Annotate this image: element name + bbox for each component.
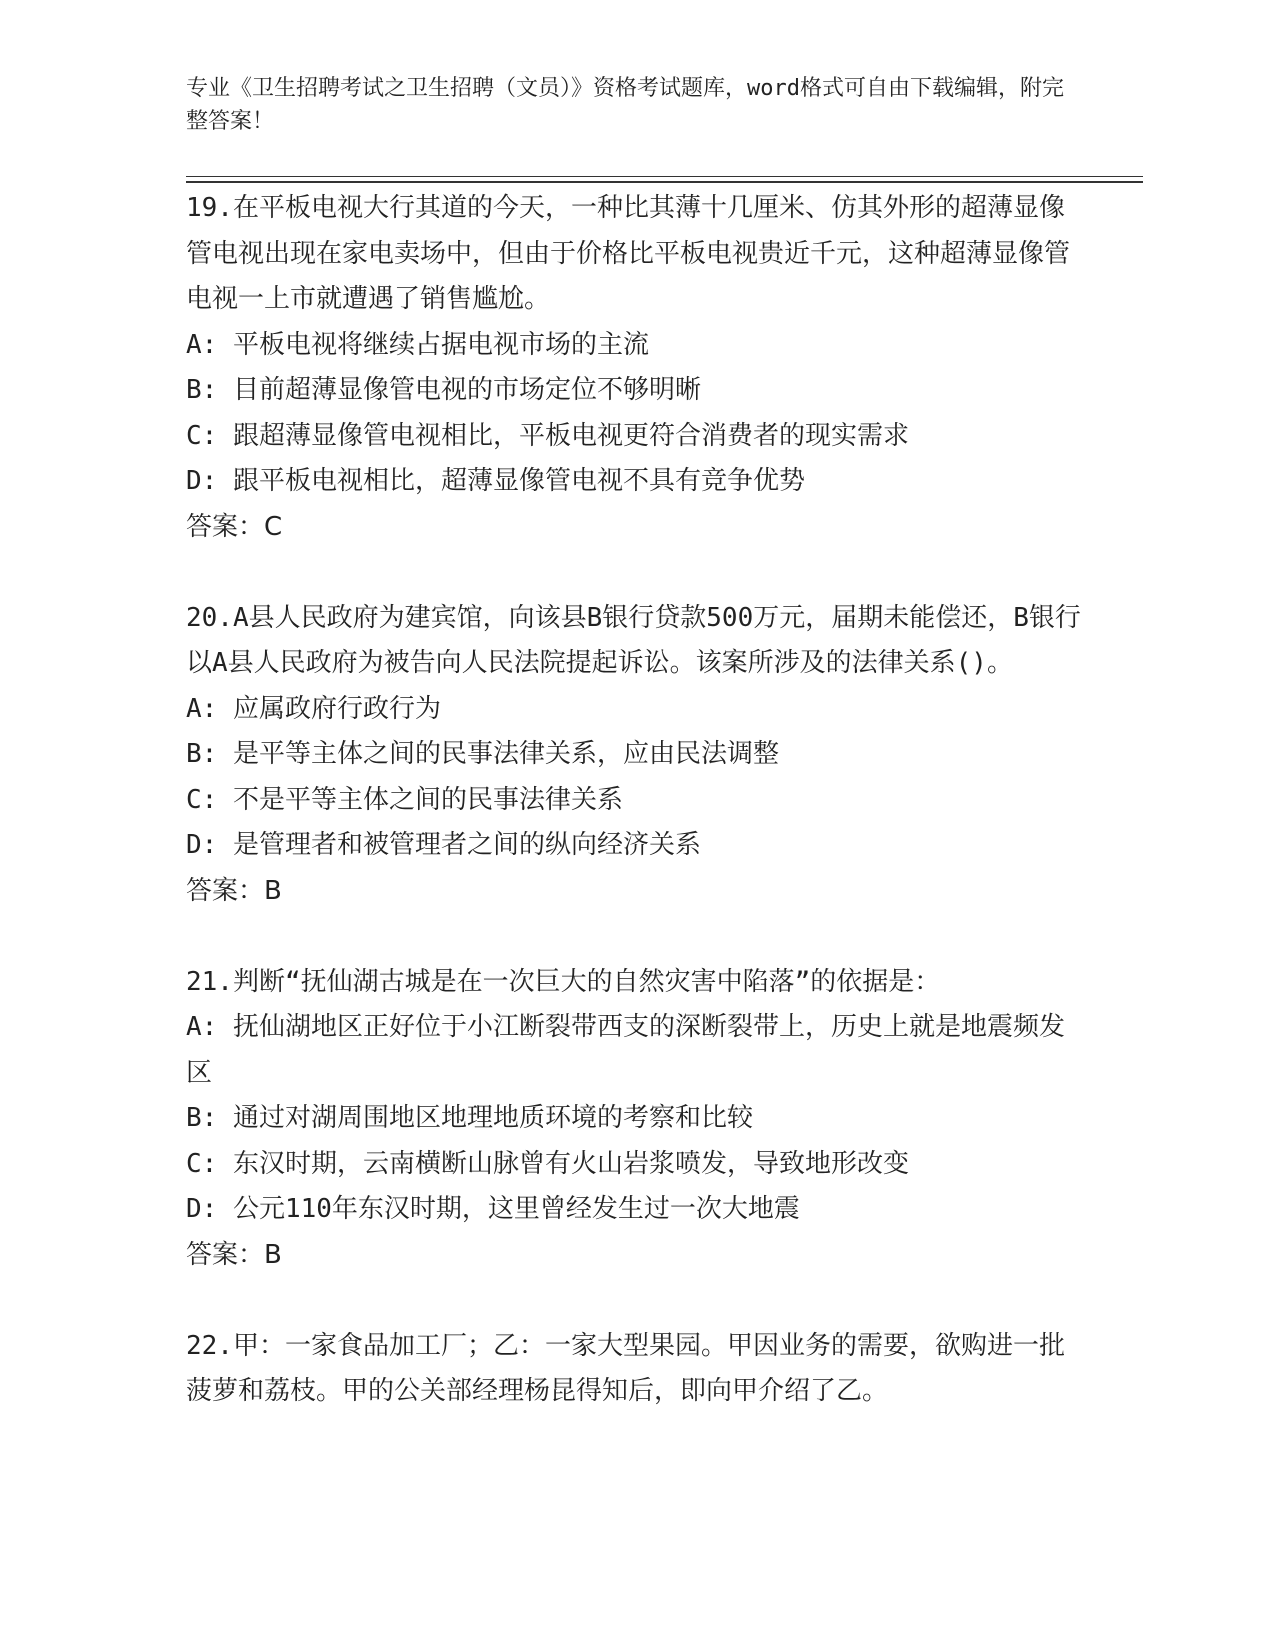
header-divider-thin [186,176,1143,177]
option-c: C: 跟超薄显像管电视相比，平板电视更符合消费者的现实需求 [186,420,909,451]
question-21 [186,960,1086,1279]
page-header: 专业《卫生招聘考试之卫生招聘（文员）》资格考试题库，word格式可自由下载编辑，附完整答案！ [186,76,1064,134]
option-d: D: 是管理者和被管理者之间的纵向经济关系 [186,830,701,860]
question-list [186,186,1086,1415]
question-stem: 22.甲：一家食品加工厂；乙：一家大型果园。甲因业务的需要，欲购进一批菠萝和荔枝。甲的公关部经理杨昆得知后，即向甲介绍了乙。 [186,1330,1065,1406]
option-a: A: 平板电视将继续占据电视市场的主流 [186,329,649,360]
option-a: A: 抚仙湖地区正好位于小江断裂带西支的深断裂带上，历史上就是地震频发区 [186,1012,1065,1088]
option-b: B: 是平等主体之间的民事法律关系，应由民法调整 [186,739,779,769]
question-stem: 19.在平板电视大行其道的今天，一种比其薄十几厘米、仿其外形的超薄显像管电视出现在家电卖场中，但由于价格比平板电视贵近千元，这种超薄显像管电视一上市就遭遇了销售尴尬。 [186,193,1071,314]
option-a: A: 应属政府行政行为 [186,693,441,724]
question-20 [186,596,1086,915]
option-d: D: 跟平板电视相比，超薄显像管电视不具有竞争优势 [186,466,805,496]
answer-label: 答案：B [186,875,282,906]
question-stem: 21.判断“抚仙湖古城是在一次巨大的自然灾害中陷落”的依据是： [186,966,941,997]
option-c: C: 东汉时期，云南横断山脉曾有火山岩浆喷发，导致地形改变 [186,1148,909,1179]
answer-label: 答案：C [186,511,283,542]
option-b: B: 目前超薄显像管电视的市场定位不够明晰 [186,375,701,405]
header-divider-thick [186,181,1143,183]
option-b: B: 通过对湖周围地区地理地质环境的考察和比较 [186,1103,753,1133]
option-d: D: 公元110年东汉时期，这里曾经发生过一次大地震 [186,1194,800,1224]
answer-label: 答案：B [186,1239,282,1270]
question-19 [186,186,1086,550]
question-stem: 20.A县人民政府为建宾馆，向该县B银行贷款500万元，届期未能偿还，B银行以A县人民政府为被告向人民法院提起诉讼。该案所涉及的法律关系()。 [186,602,1081,678]
question-22 [186,1324,1086,1415]
option-c: C: 不是平等主体之间的民事法律关系 [186,784,623,815]
